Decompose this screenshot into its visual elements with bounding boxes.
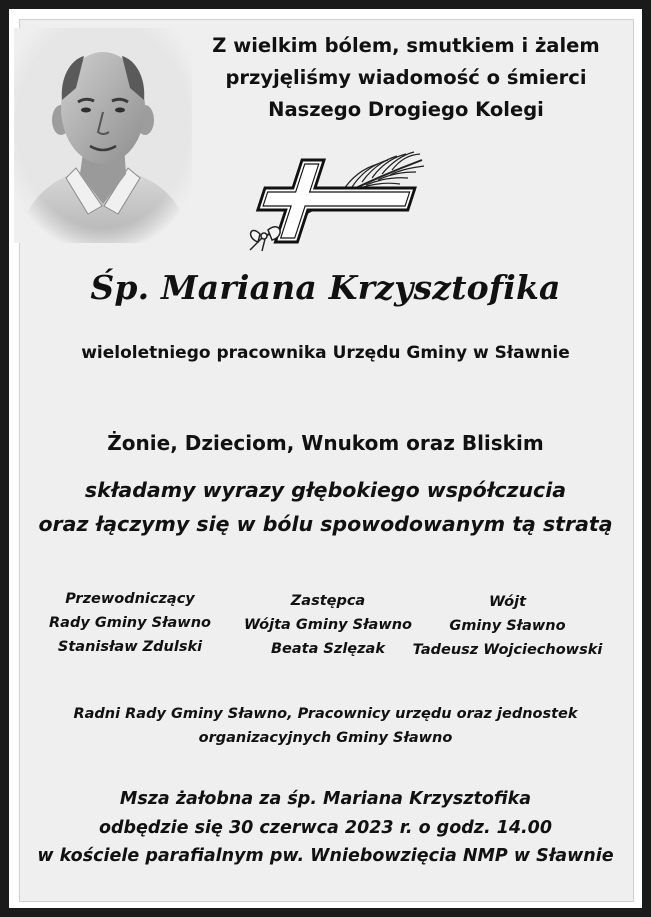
funeral-mass-info: [0, 785, 651, 871]
signatory-title: Wójta Gminy Sławno: [243, 617, 413, 633]
announcement-heading: [196, 30, 616, 126]
signatory-mayor: [405, 590, 610, 662]
community-signatories: [0, 702, 651, 750]
signatory-title: Zastępca: [290, 593, 366, 609]
signatory-title: Wójt: [488, 594, 527, 610]
sympathy-message: [0, 473, 651, 541]
signatory-deputy-mayor: [228, 589, 428, 661]
community-line: organizacyjnych Gminy Sławno: [198, 730, 453, 746]
heading-line: przyjęliśmy wiadomość o śmierci: [225, 66, 587, 89]
signatory-council-chairman: [30, 587, 230, 659]
signatory-name: Beata Szlęzak: [271, 641, 385, 657]
mass-line: Msza żałobna za śp. Mariana Krzysztofika: [119, 789, 532, 809]
signatory-name: Stanisław Zdulski: [57, 639, 203, 655]
signatory-name: Tadeusz Wojciechowski: [412, 642, 603, 658]
family-line: Żonie, Dzieciom, Wnukom oraz Bliskim: [107, 431, 544, 455]
portrait-photo: [14, 28, 192, 243]
signatory-title: Gminy Sławno: [449, 618, 566, 634]
mass-line: w kościele parafialnym pw. Wniebowzięcia NMP w Sławnie: [37, 846, 614, 866]
signatory-title: Rady Gminy Sławno: [49, 615, 211, 631]
heading-line: Naszego Drogiego Kolegi: [268, 98, 544, 121]
sympathy-line: oraz łączymy się w bólu spowodowanym tą stratą: [38, 512, 613, 536]
deceased-role: wieloletniego pracownika Urzędu Gminy w Sławnie: [81, 343, 570, 363]
mass-line: odbędzie się 30 czerwca 2023 r. o godz. 14.00: [98, 817, 553, 838]
cross-with-palm-icon: [232, 146, 437, 252]
community-line: Radni Rady Gminy Sławno, Pracownicy urzędu oraz jednostek: [73, 706, 578, 722]
sympathy-line: składamy wyrazy głębokiego współczucia: [84, 478, 567, 502]
deceased-name: Śp. Mariana Krzysztofika: [90, 268, 561, 307]
heading-line: Z wielkim bólem, smutkiem i żalem: [212, 34, 600, 57]
signatory-title: Przewodniczący: [65, 591, 195, 607]
